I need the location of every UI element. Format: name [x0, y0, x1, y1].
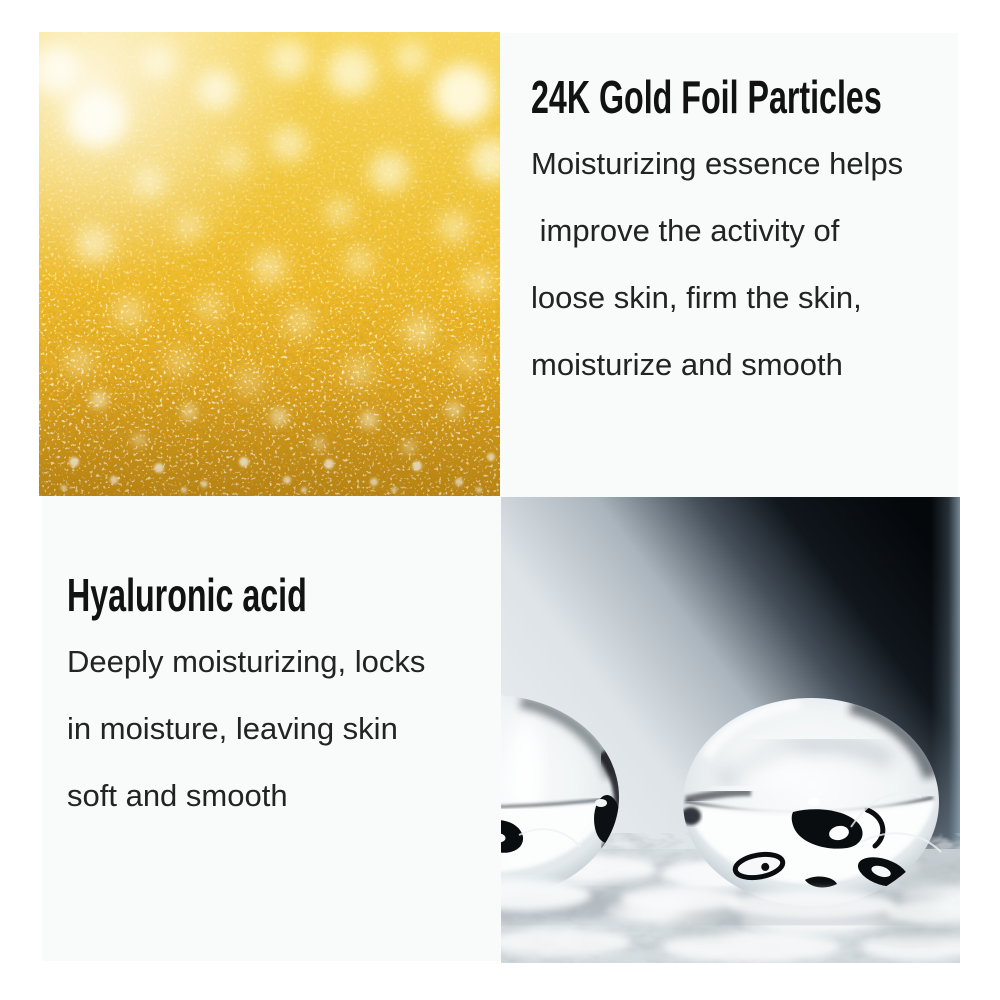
water-droplets-image: [501, 497, 960, 963]
gold-glitter-image: [39, 32, 500, 496]
body-line: soft and smooth: [67, 778, 288, 813]
gold-glitter-photo: [39, 32, 500, 496]
section-heading: Hyaluronic acid: [67, 569, 307, 621]
section-hyaluronic-acid: [67, 569, 527, 829]
section-gold-foil: [531, 71, 963, 398]
body-line: Moisturizing essence helps: [531, 146, 904, 181]
body-line: loose skin, firm the skin,: [531, 280, 862, 315]
body-line: improve the activity of: [531, 213, 840, 248]
water-droplets-photo: [501, 497, 960, 963]
body-line: moisturize and smooth: [531, 347, 843, 382]
water-droplet-right: [681, 698, 939, 906]
body-line: Deeply moisturizing, locks: [67, 644, 426, 679]
section-heading: 24K Gold Foil Particles: [531, 71, 882, 123]
body-line: in moisture, leaving skin: [67, 711, 398, 746]
